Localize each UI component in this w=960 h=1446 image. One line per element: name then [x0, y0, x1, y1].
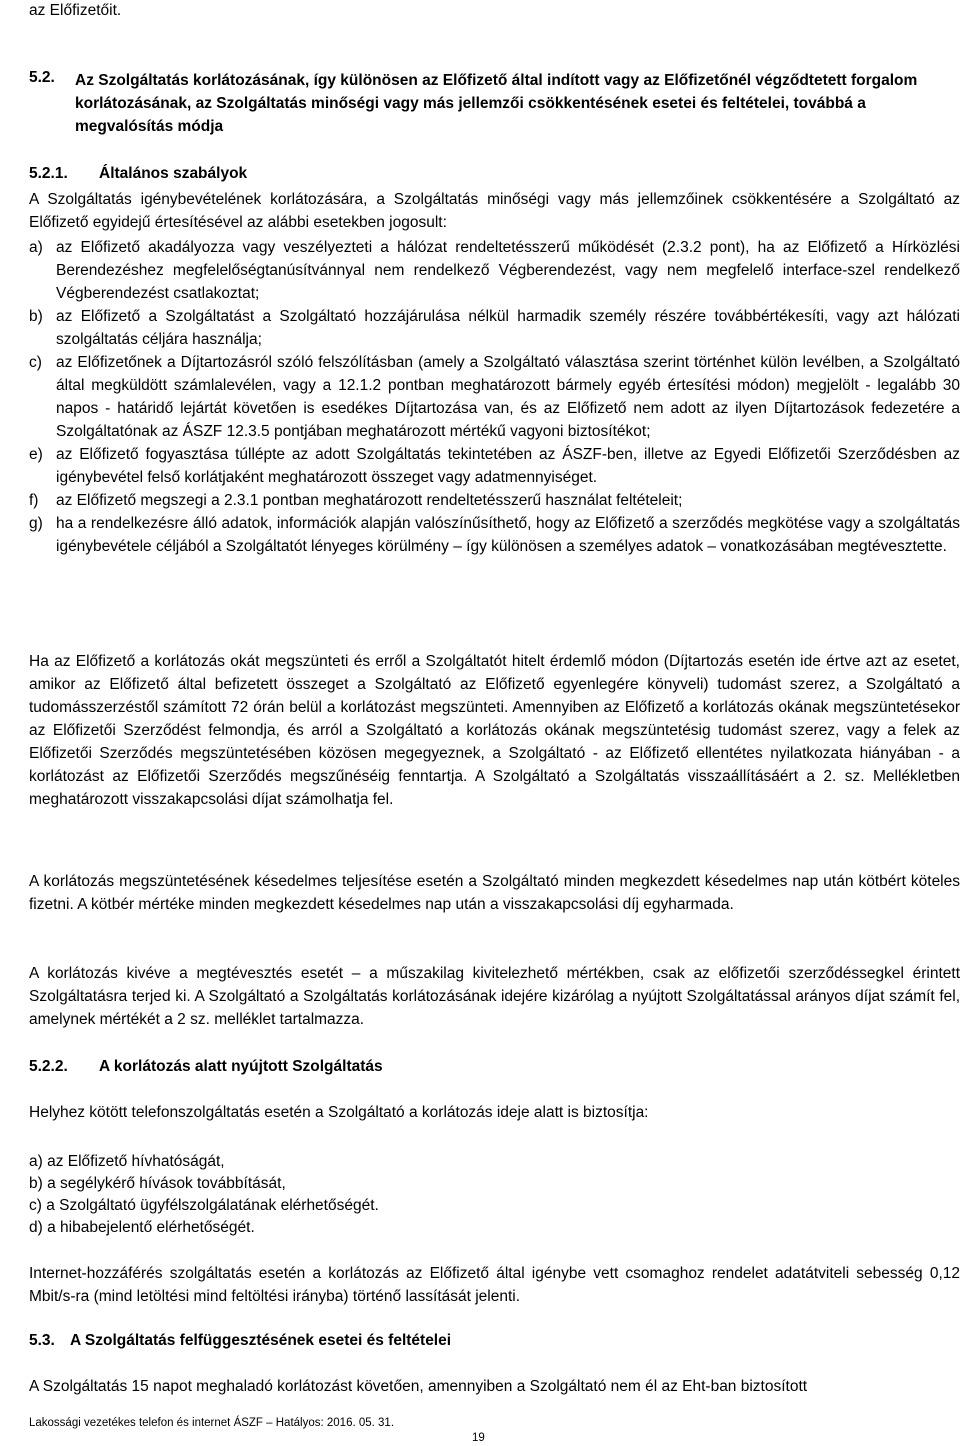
list-item: d) a hibabejelentő elérhetőségét.: [29, 1219, 255, 1236]
section-5-2-1-heading: [29, 162, 960, 185]
top-line: az Előfizetőit.: [29, 2, 122, 19]
intro-paragraph: A Szolgáltatás igénybevételének korlátozására, a Szolgáltatás minőségi vagy más jellemzőinek csökkentésére a Szolgáltató az Előfizető egyidejű értesítésével az alábbi esetekben jogosult:: [29, 191, 960, 231]
delay-paragraph: A korlátozás megszüntetésének késedelmes teljesítése esetén a Szolgáltató minden megkezdett késedelmes nap után kötbért köteles fizetni. A kötbér mértéke minden megkezdett késedelmes nap után a visszakapcsolási díj egyharmada.: [29, 873, 960, 913]
list-item: [29, 489, 960, 512]
section-title: Az Szolgáltatás korlátozásának, így különösen az Előfizető által indított vagy az Előfizetőnél végződtetett forgalom korlátozásának, az Szolgáltatás minőségi vagy más jellemzői csökkentésének esetei és feltételei, továbbá a megvalósítás módja: [75, 72, 918, 135]
list-item-text: ha a rendelkezésre álló adatok, információk alapján valószínűsíthető, hogy az Előfizető a szerződés megkötése vagy a szolgáltatás igénybevétele céljából a Szolgáltatót lényeges körülmény – így különösen a személyes adatok – vonatkozásában megtévesztette.: [56, 515, 960, 555]
list-item-text: az Előfizető fogyasztása túllépte az adott Szolgáltatás tekintetében az ÁSZF-ben, illetve az Egyedi Előfizetői Szerződésben az igénybevétel felső korlátjaként meghatározott összeget vagy adatmennyiséget.: [56, 446, 960, 486]
page-number: 19: [472, 1432, 485, 1444]
list-item: [29, 443, 960, 489]
document-page: [29, 0, 960, 1446]
list-item-label: a): [29, 239, 43, 256]
section-5-2-heading: [29, 69, 960, 138]
list-item-label: c): [29, 354, 42, 371]
restriction-cases-list: [29, 236, 960, 558]
list-item-text: az Előfizető megszegi a 2.3.1 pontban meghatározott rendeltetésszerű használat feltételeit;: [56, 492, 683, 509]
list-item-label: e): [29, 446, 43, 463]
section-5-2-2-heading: [29, 1055, 960, 1078]
section-number: 5.2.1.: [29, 165, 68, 182]
section-number: 5.3.: [29, 1332, 55, 1349]
list-item-text: az Előfizetőnek a Díjtartozásról szóló felszólításban (amely a Szolgáltató választása szerint történhet külön levélben, a Szolgáltató által megküldött számlalevélen, vagy a 12.1.2 pontban meghatározott bármely egyéb értesítési módon) megjelölt - legalább 30 napos - határidő lejártát követően is esedékes Díjtartozása van, és az Előfizető nem adott az ilyen Díjtartozások fedezetére a Szolgáltatónak az ÁSZF 12.3.5 pontjában meghatározott mértékű vagyoni biztosítékot;: [56, 354, 960, 440]
section-title: A Szolgáltatás felfüggesztésének esetei és feltételei: [70, 1332, 452, 1349]
list-item: [29, 236, 960, 305]
cancellation-paragraph: Ha az Előfizető a korlátozás okát megszünteti és erről a Szolgáltatót hitelt érdemlő módon (Díjtartozás esetén ide értve azt az esetet, amikor az Előfizető által befizetett összeget a Szolgáltató az Előfizető egyenlegére könyveli) tudomást szerez, a Szolgáltató a tudomásszerzéstől számított 72 órán belül a korlátozást megszünteti. Amennyiben az Előfizető a korlátozás okának megszüntetésekor az Előfizetői Szerződést felmondja, és arról a Szolgáltató a korlátozás okának megszüntetésig tudomást szerez, vagy a felek az Előfizetői Szerződés megszüntetésében közösen megegyeznek, a Szolgáltató - az Előfizető ellentétes nyilatkozata hiányában - a korlátozást az Előfizetői Szerződés megszűnéséig fenntartja. A Szolgáltató a Szolgáltatás visszaállításáért a 2. sz. Mellékletben meghatározott visszakapcsolási díjat számolhatja fel.: [29, 653, 960, 808]
section-number: 5.2.2.: [29, 1058, 68, 1075]
list-item-label: g): [29, 515, 43, 532]
list-item: [29, 512, 960, 558]
list-item-text: az Előfizető akadályozza vagy veszélyezteti a hálózat rendeltetésszerű működését (2.3.2 pont), ha az Előfizető a Hírközlési Berendezéshez megfelelőségtanúsítvánnyal nem rendelkező Végberendezést, vagy nem megfelelő interface-szel rendelkező Végberendezést csatlakoztat;: [56, 239, 960, 302]
section-number: 5.2.: [29, 69, 55, 86]
suspension-paragraph: A Szolgáltatás 15 napot meghaladó korlátozást követően, amennyiben a Szolgáltató nem él az Eht-ban biztosított: [29, 1378, 808, 1395]
list-item: [29, 351, 960, 443]
internet-paragraph: Internet-hozzáférés szolgáltatás esetén a korlátozás az Előfizető által igénybe vett csomaghoz rendelet adatátviteli sebesség 0,12 Mbit/s-ra (mind letöltési mind feltöltési irányba) történő lassítását jelenti.: [29, 1265, 960, 1305]
section-5-3-heading: [29, 1329, 960, 1352]
list-item: b) a segélykérő hívások továbbítását,: [29, 1175, 286, 1192]
list-item: [29, 305, 960, 351]
list-item-text: az Előfizető a Szolgáltatást a Szolgáltató hozzájárulása nélkül harmadik személy részére továbbértékesíti, vagy azt hálózati szolgáltatás céljára használja;: [56, 308, 960, 348]
list-item-label: f): [29, 492, 39, 509]
section-title: A korlátozás alatt nyújtott Szolgáltatás: [99, 1058, 383, 1075]
page-footer: Lakossági vezetékes telefon és internet ÁSZF – Hatályos: 2016. 05. 31.: [29, 1417, 395, 1429]
service-intro: Helyhez kötött telefonszolgáltatás esetén a Szolgáltató a korlátozás ideje alatt is biztosítja:: [29, 1104, 649, 1121]
list-item-label: b): [29, 308, 43, 325]
list-item: a) az Előfizető hívhatóságát,: [29, 1153, 225, 1170]
provided-services-list: [29, 1151, 960, 1239]
fee-paragraph: A korlátozás kivéve a megtévesztés esetét – a műszakilag kivitelezhető mértékben, csak az előfizetői szerződéssegkel érintett Szolgáltatásra terjed ki. A Szolgáltató a Szolgáltatás korlátozásának idejére kizárólag a nyújtott Szolgáltatással arányos díjat számít fel, amelynek mértékét a 2 sz. melléklet tartalmazza.: [29, 965, 960, 1028]
section-title: Általános szabályok: [99, 165, 248, 182]
list-item: c) a Szolgáltató ügyfélszolgálatának elérhetőségét.: [29, 1197, 379, 1214]
